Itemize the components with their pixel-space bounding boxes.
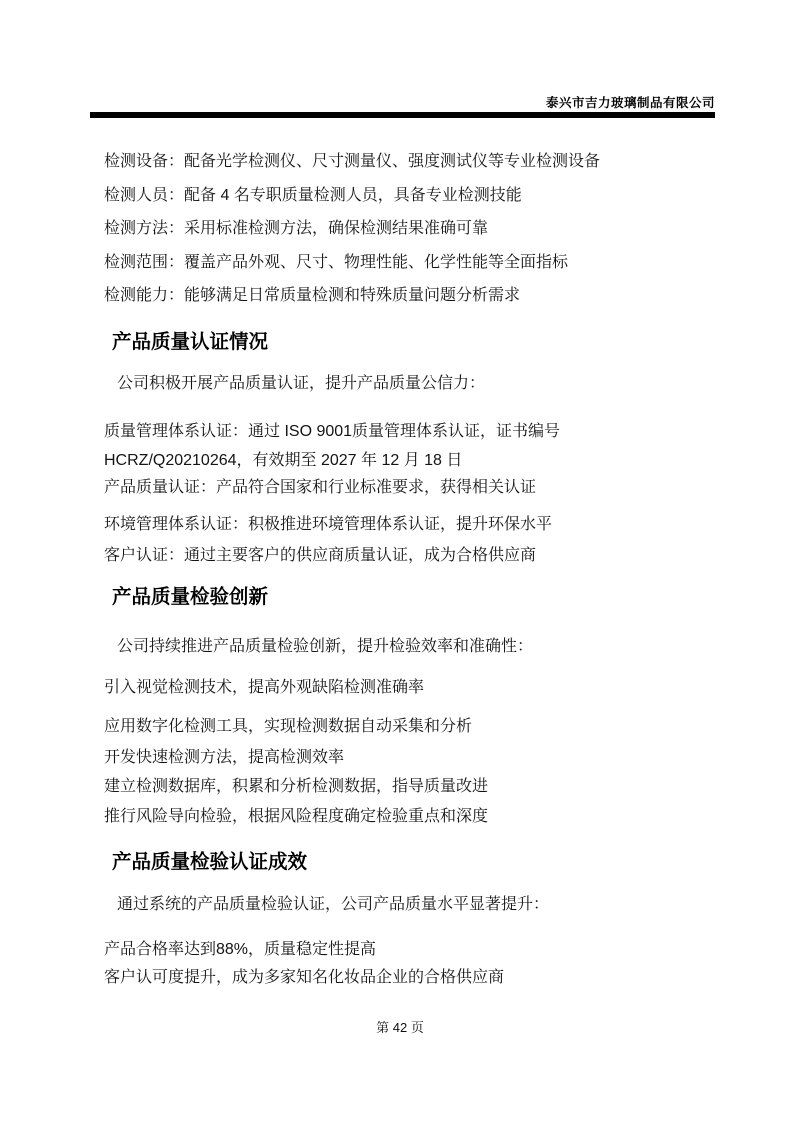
body-line: HCRZ/Q20210264，有效期至 2027 年 12 月 18 日 (104, 452, 463, 469)
body-line: 推行风险导向检验，根据风险程度确定检验重点和深度 (104, 808, 489, 825)
body-line: 应用数字化检测工具，实现检测数据自动采集和分析 (104, 718, 473, 735)
section-intro: 公司积极开展产品质量认证，提升产品质量公信力： (117, 375, 486, 392)
section-intro: 通过系统的产品质量检验认证，公司产品质量水平显著提升： (117, 896, 550, 913)
capability-line: 检测能力：能够满足日常质量检测和特殊质量问题分析需求 (104, 287, 521, 304)
page-footer (0, 1019, 800, 1036)
capability-line: 检测方法：采用标准检测方法，确保检测结果准确可靠 (104, 220, 489, 237)
section-heading-innovation: 产品质量检验创新 (112, 586, 269, 608)
capability-line: 检测人员：配备 4 名专职质量检测人员，具备专业检测技能 (104, 187, 522, 204)
body-line: 质量管理体系认证：通过 ISO 9001质量管理体系认证，证书编号 (104, 423, 561, 440)
body-line: 引入视觉检测技术，提高外观缺陷检测准确率 (104, 679, 425, 696)
section-heading-certification: 产品质量认证情况 (112, 331, 269, 353)
body-line: 建立检测数据库，积累和分析检测数据，指导质量改进 (104, 778, 489, 795)
body-line: 客户认证：通过主要客户的供应商质量认证，成为合格供应商 (104, 547, 537, 564)
body-line: 产品合格率达到88%，质量稳定性提高 (104, 941, 377, 958)
body-line: 客户认可度提升，成为多家知名化妆品企业的合格供应商 (104, 969, 505, 986)
header-rule (90, 112, 715, 118)
document-body (104, 120, 710, 988)
section-heading-results: 产品质量检验认证成效 (112, 851, 308, 873)
header-company-name: 泰兴市吉力玻璃制品有限公司 (545, 96, 715, 110)
page-number: 第 42 页 (376, 1020, 424, 1035)
section-intro: 公司持续推进产品质量检验创新，提升检验效率和准确性： (117, 638, 534, 655)
body-line: 产品质量认证：产品符合国家和行业标准要求，获得相关认证 (104, 479, 537, 496)
body-line: 环境管理体系认证：积极推进环境管理体系认证，提升环保水平 (104, 516, 553, 533)
capability-line: 检测范围：覆盖产品外观、尺寸、物理性能、化学性能等全面指标 (104, 254, 569, 271)
capability-line: 检测设备：配备光学检测仪、尺寸测量仪、强度测试仪等专业检测设备 (104, 153, 601, 170)
body-line: 开发快速检测方法，提高检测效率 (104, 749, 345, 766)
